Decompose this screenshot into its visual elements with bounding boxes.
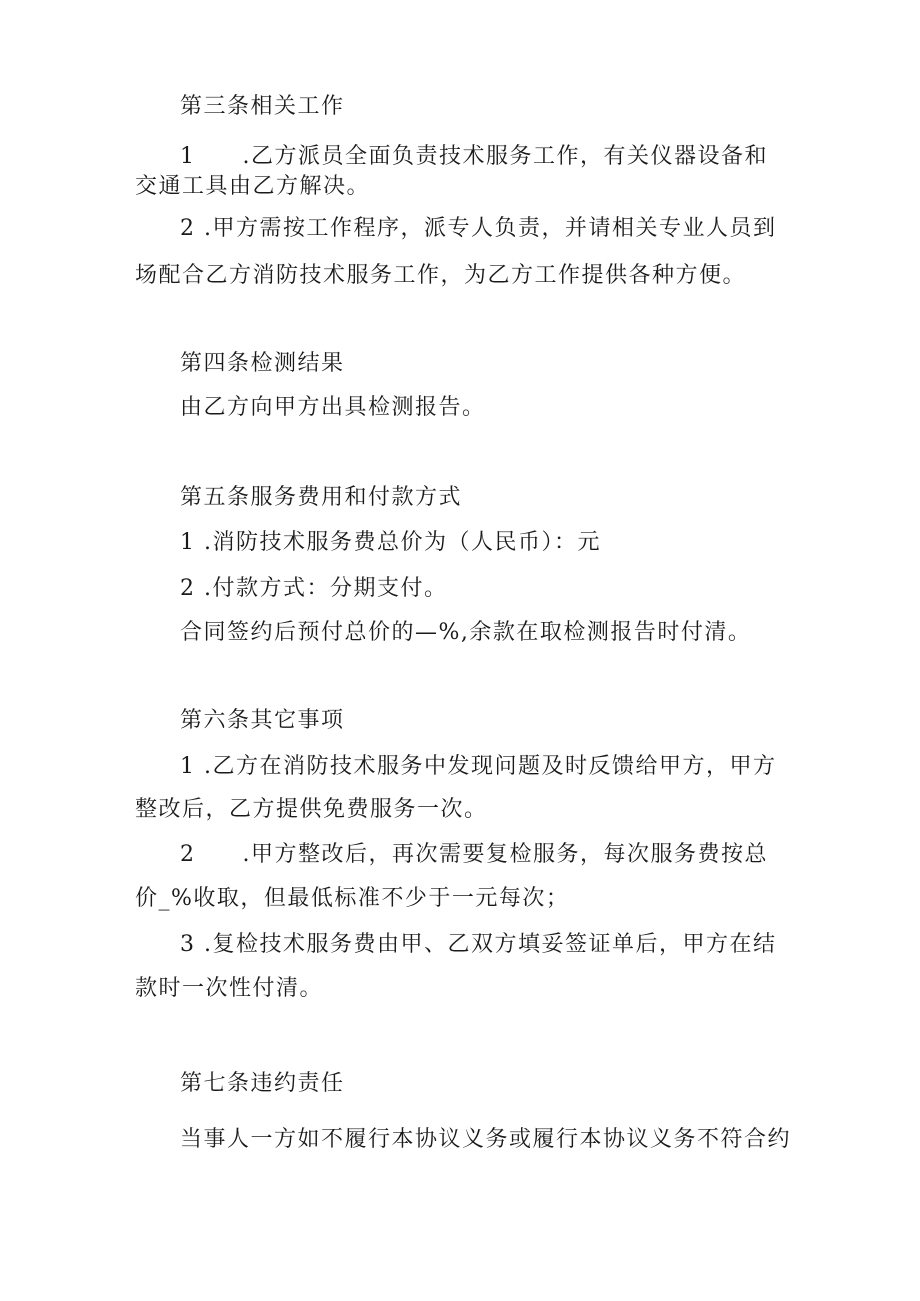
section5-note: 合同签约后预付总价的—%,余款在取检测报告时付清。 [180, 620, 752, 645]
section6-item3-line1: 3 .复检技术服务费由甲、乙双方填妥签证单后，甲方在结 [180, 932, 777, 957]
section7-text-line1: 当事人一方如不履行本协议义务或履行本协议义务不符合约 [180, 1127, 792, 1152]
section3-item1-line1: 1 .乙方派员全面负责技术服务工作，有关仪器设备和 [180, 144, 768, 169]
section6-item3-line2: 款时一次性付清。 [135, 976, 324, 1001]
section6-item1-line2: 整改后，乙方提供免费服务一次。 [135, 797, 488, 822]
section7-heading: 第七条违约责任 [180, 1071, 345, 1096]
section6-item2-line1: 2 .甲方整改后，再次需要复检服务，每次服务费按总 [180, 842, 768, 867]
section4-heading: 第四条检测结果 [180, 351, 345, 376]
section3-item2-line1: 2 .甲方需按工作程序，派专人负责，并请相关专业人员到 [180, 216, 777, 241]
section5-heading: 第五条服务费用和付款方式 [180, 485, 463, 510]
section3-item2-line2: 场配合乙方消防技术服务工作，为乙方工作提供各种方便。 [135, 263, 747, 288]
section3-heading: 第三条相关工作 [180, 94, 345, 119]
section4-text: 由乙方向甲方出具检测报告。 [180, 395, 486, 420]
section6-item1-line1: 1 .乙方在消防技术服务中发现问题及时反馈给甲方，甲方 [180, 754, 777, 779]
section5-item2: 2 .付款方式：分期支付。 [180, 576, 448, 601]
section5-item1: 1 .消防技术服务费总价为（人民币）：元 [180, 530, 601, 555]
section6-item2-line2: 价_%收取，但最低标准不少于一元每次； [135, 886, 570, 911]
section3-item1-line2: 交通工具由乙方解决。 [135, 174, 371, 199]
section6-heading: 第六条其它事项 [180, 708, 345, 733]
